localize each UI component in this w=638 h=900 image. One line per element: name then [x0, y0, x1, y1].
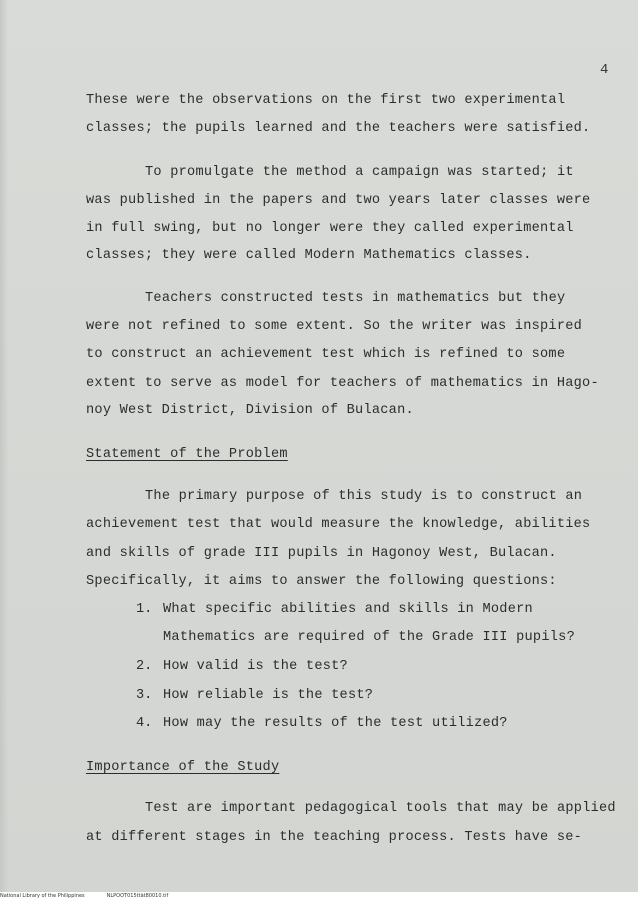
text-line: in full swing, but no longer were they called experimental [86, 221, 574, 236]
text-line: To promulgate the method a campaign was started; it [145, 165, 574, 180]
list-number: 1. [136, 602, 153, 617]
text-line: Test are important pedagogical tools that may be applied [145, 801, 616, 816]
list-item: Mathematics are required of the Grade III pupils? [163, 630, 575, 645]
list-item: How valid is the test? [163, 659, 348, 674]
list-number: 4. [136, 716, 153, 731]
list-item: How reliable is the test? [163, 688, 374, 703]
text-line: achievement test that would measure the knowledge, abilities [86, 517, 591, 532]
text-line: These were the observations on the first two experimental [86, 93, 566, 108]
list-number: 3. [136, 688, 153, 703]
text-line: and skills of grade III pupils in Hagonoy West, Bulacan. [86, 546, 557, 561]
page-number: 4 [600, 62, 609, 78]
list-item: How may the results of the test utilized? [163, 716, 508, 731]
text-line: classes; they were called Modern Mathematics classes. [86, 248, 532, 263]
text-line: to construct an achievement test which is refined to some [86, 347, 566, 362]
section-heading-importance-of-study: Importance of the Study [86, 760, 280, 775]
footer-file-id: NLPOOT015ttät80010.tif [106, 893, 169, 899]
text-line: were not refined to some extent. So the writer was inspired [86, 319, 583, 334]
text-line: at different stages in the teaching process. Tests have se- [86, 830, 583, 845]
text-line: was published in the papers and two years later classes were [86, 193, 591, 208]
list-number: 2. [136, 659, 153, 674]
footer-library-name: National Library of the Philippines [0, 893, 85, 899]
text-line: Teachers constructed tests in mathematics but they [145, 291, 566, 306]
text-line: noy West District, Division of Bulacan. [86, 403, 414, 418]
text-line: Specifically, it aims to answer the following questions: [86, 574, 557, 589]
list-item: What specific abilities and skills in Modern [163, 602, 533, 617]
text-line: The primary purpose of this study is to construct an [145, 489, 583, 504]
section-heading-statement-of-problem: Statement of the Problem [86, 447, 288, 462]
text-line: extent to serve as model for teachers of mathematics in Hago- [86, 376, 599, 391]
paper-edge-shadow [0, 0, 8, 892]
scan-footer [0, 892, 638, 900]
text-line: classes; the pupils learned and the teachers were satisfied. [86, 121, 591, 136]
